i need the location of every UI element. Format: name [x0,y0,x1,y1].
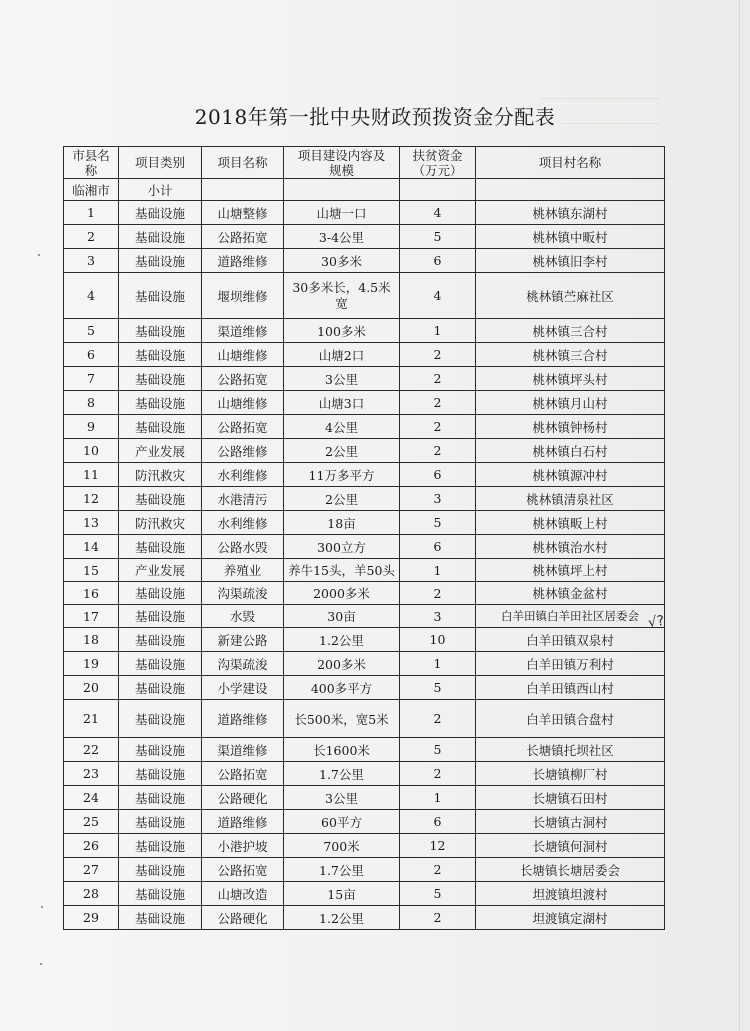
cell-county: 7 [64,367,119,391]
table-row [64,810,665,834]
cell-village: 长塘镇古洞村 [476,810,665,834]
cell-funds: 5 [400,511,476,535]
cell-county: 19 [64,652,119,676]
cell-project-name: 公路拓宽 [202,762,284,786]
cell-funds: 5 [400,738,476,762]
cell-funds: 6 [400,810,476,834]
cell-funds: 2 [400,858,476,882]
table-row [64,535,665,559]
cell-content-scale: 山塘一口 [284,201,400,225]
cell-project-name: 道路维修 [202,700,284,738]
cell-county: 3 [64,249,119,273]
cell-county: 14 [64,535,119,559]
cell-category: 基础设施 [119,201,202,225]
cell-county: 24 [64,786,119,810]
scan-speck [41,906,43,908]
cell-category: 基础设施 [119,628,202,652]
cell-project-name: 水港清污 [202,487,284,511]
cell-county: 25 [64,810,119,834]
cell-funds: 6 [400,249,476,273]
cell-category: 基础设施 [119,882,202,906]
cell-project-name: 水利维修 [202,511,284,535]
table-row [64,463,665,487]
cell-village: 长塘镇何洞村 [476,834,665,858]
cell-funds: 3 [400,487,476,511]
cell-category: 基础设施 [119,676,202,700]
cell-village: 长塘镇柳厂村 [476,762,665,786]
cell-category: 基础设施 [119,810,202,834]
cell-village: 长塘镇长塘居委会 [476,858,665,882]
cell-content-scale: 60平方 [284,810,400,834]
cell-county: 20 [64,676,119,700]
cell-category: 防汛救灾 [119,511,202,535]
cell-county: 16 [64,582,119,605]
header-text: 项目建设内容及 [297,147,386,163]
cell-funds: 6 [400,535,476,559]
cell-project-name: 沟渠疏浚 [202,582,284,605]
table-row [64,858,665,882]
cell-funds: 2 [400,762,476,786]
table-row [64,582,665,605]
cell-village: 桃林镇月山村 [476,391,665,415]
cell-content-scale: 11万多平方 [284,463,400,487]
cell-county: 12 [64,487,119,511]
header-text: 项目名称 [217,155,268,170]
cell-county: 21 [64,700,119,738]
table-row [64,628,665,652]
cell-funds: 2 [400,582,476,605]
cell-village: 桃林镇金盆村 [476,582,665,605]
cell-content-scale: 3-4公里 [284,225,400,249]
header-text: （万元） [412,162,463,178]
cell-project-name: 堰坝维修 [202,273,284,319]
cell-category: 基础设施 [119,786,202,810]
cell-funds: 2 [400,415,476,439]
header-text: 市县名 [72,147,110,163]
cell-funds: 1 [400,652,476,676]
cell-content-scale: 4公里 [284,415,400,439]
cell-village: 桃林镇源冲村 [476,463,665,487]
cell-village: 桃林镇钟杨村 [476,415,665,439]
cell-content-scale: 30多米 [284,249,400,273]
cell-project-name: 道路维修 [202,249,284,273]
cell-category: 基础设施 [119,367,202,391]
page-edge [739,0,740,1031]
header-content-scale [284,147,400,179]
cell-funds: 1 [400,559,476,582]
cell-category: 基础设施 [119,343,202,367]
cell-funds: 2 [400,391,476,415]
cell-category: 产业发展 [119,439,202,463]
cell-content-scale: 1.7公里 [284,858,400,882]
cell-content-scale: 山塘3口 [284,391,400,415]
cell-category: 基础设施 [119,700,202,738]
cell-funds: 2 [400,343,476,367]
table-row [64,319,665,343]
cell-category: 基础设施 [119,762,202,786]
subtotal-category: 小计 [119,179,202,201]
cell-content-scale: 30亩 [284,605,400,628]
cell-project-name: 新建公路 [202,628,284,652]
cell-village: 桃林镇治水村 [476,535,665,559]
cell-village: 桃林镇苎麻社区 [476,273,665,319]
cell-funds: 5 [400,225,476,249]
cell-category: 基础设施 [119,487,202,511]
cell-content-scale: 700米 [284,834,400,858]
cell-project-name: 公路水毁 [202,535,284,559]
cell-project-name: 山塘整修 [202,201,284,225]
cell-project-name: 小港护坡 [202,834,284,858]
header-category [119,147,202,179]
cell-county: 5 [64,319,119,343]
table-row [64,249,665,273]
cell-village: 桃林镇中畈村 [476,225,665,249]
cell-content-scale: 3公里 [284,786,400,810]
cell-county: 22 [64,738,119,762]
header-county [64,147,119,179]
cell-content-scale: 长500米，宽5米 [284,700,400,738]
cell-content-scale: 30多米长，4.5米 宽 [284,273,400,319]
cell-content-scale: 养牛15头，羊50头 [284,559,400,582]
cell-funds: 2 [400,367,476,391]
cell-category: 防汛救灾 [119,463,202,487]
subtotal-row [64,179,665,201]
cell-village: 白羊田镇合盘村 [476,700,665,738]
cell-funds: 2 [400,700,476,738]
cell-village: 白羊田镇白羊田社区居委会 [476,605,665,628]
cell-project-name: 公路拓宽 [202,225,284,249]
cell-village: 桃林镇清泉社区 [476,487,665,511]
cell-project-name: 公路拓宽 [202,415,284,439]
header-text: 项目类别 [134,155,185,170]
cell-county: 17 [64,605,119,628]
allocation-table [63,146,665,930]
cell-project-name: 沟渠疏浚 [202,652,284,676]
cell-category: 产业发展 [119,559,202,582]
cell-funds: 6 [400,463,476,487]
cell-content-scale: 300立方 [284,535,400,559]
table-row [64,367,665,391]
subtotal-funds [400,179,476,201]
cell-village: 桃林镇坪头村 [476,367,665,391]
cell-category: 基础设施 [119,652,202,676]
cell-content-scale: 长1600米 [284,738,400,762]
cell-content-scale: 2公里 [284,439,400,463]
cell-content-scale: 400多平方 [284,676,400,700]
cell-project-name: 公路硬化 [202,906,284,930]
cell-project-name: 渠道维修 [202,319,284,343]
table-row [64,343,665,367]
table-row [64,652,665,676]
table-row [64,605,665,628]
cell-project-name: 渠道维修 [202,738,284,762]
subtotal-content-scale [284,179,400,201]
cell-project-name: 山塘维修 [202,343,284,367]
scan-speck [40,963,42,965]
cell-county: 18 [64,628,119,652]
table-row [64,738,665,762]
table-row [64,415,665,439]
cell-category: 基础设施 [119,391,202,415]
cell-category: 基础设施 [119,738,202,762]
subtotal-county: 临湘市 [64,179,119,201]
header-project-name [202,147,284,179]
cell-content-scale: 15亩 [284,882,400,906]
cell-village: 白羊田镇西山村 [476,676,665,700]
table-row [64,201,665,225]
cell-category: 基础设施 [119,906,202,930]
table-row [64,391,665,415]
cell-village: 桃林镇三合村 [476,343,665,367]
cell-project-name: 水利维修 [202,463,284,487]
cell-category: 基础设施 [119,858,202,882]
header-text: 称 [84,162,98,178]
cell-project-name: 小学建设 [202,676,284,700]
cell-funds: 4 [400,201,476,225]
cell-category: 基础设施 [119,605,202,628]
handwritten-check-mark: √? [646,612,666,632]
cell-village: 坦渡镇坦渡村 [476,882,665,906]
cell-county: 1 [64,201,119,225]
cell-project-name: 水毁 [202,605,284,628]
header-funds [400,147,476,179]
table-row [64,700,665,738]
table-row [64,225,665,249]
cell-county: 26 [64,834,119,858]
cell-funds: 2 [400,439,476,463]
cell-content-scale: 3公里 [284,367,400,391]
table-row [64,559,665,582]
cell-village: 桃林镇东湖村 [476,201,665,225]
cell-project-name: 道路维修 [202,810,284,834]
table-row [64,762,665,786]
cell-funds: 5 [400,676,476,700]
cell-funds: 4 [400,273,476,319]
cell-category: 基础设施 [119,225,202,249]
cell-category: 基础设施 [119,535,202,559]
cell-village: 桃林镇畈上村 [476,511,665,535]
cell-content-scale: 2公里 [284,487,400,511]
cell-village: 长塘镇托坝社区 [476,738,665,762]
cell-county: 4 [64,273,119,319]
cell-project-name: 养殖业 [202,559,284,582]
cell-category: 基础设施 [119,582,202,605]
cell-village: 桃林镇三合村 [476,319,665,343]
cell-village: 长塘镇石田村 [476,786,665,810]
cell-category: 基础设施 [119,834,202,858]
table-row [64,511,665,535]
cell-category: 基础设施 [119,249,202,273]
cell-project-name: 公路硬化 [202,786,284,810]
table-row [64,273,665,319]
cell-county: 13 [64,511,119,535]
cell-county: 23 [64,762,119,786]
cell-content-scale: 1.7公里 [284,762,400,786]
cell-content-scale: 1.2公里 [284,628,400,652]
cell-category: 基础设施 [119,415,202,439]
cell-content-scale: 18亩 [284,511,400,535]
page-title: 2018年第一批中央财政预拨资金分配表 [194,105,556,129]
cell-project-name: 山塘改造 [202,882,284,906]
cell-village: 白羊田镇万利村 [476,652,665,676]
subtotal-village [476,179,665,201]
subtotal-project-name [202,179,284,201]
cell-county: 11 [64,463,119,487]
cell-county: 29 [64,906,119,930]
cell-project-name: 山塘维修 [202,391,284,415]
table-row [64,676,665,700]
cell-county: 27 [64,858,119,882]
cell-funds: 5 [400,882,476,906]
cell-category: 基础设施 [119,273,202,319]
header-text: 项目村名称 [538,155,602,170]
cell-project-name: 公路维修 [202,439,284,463]
cell-funds: 12 [400,834,476,858]
cell-village: 桃林镇旧李村 [476,249,665,273]
table-row [64,439,665,463]
cell-village: 桃林镇坪上村 [476,559,665,582]
cell-county: 8 [64,391,119,415]
cell-project-name: 公路拓宽 [202,367,284,391]
table-row [64,882,665,906]
scan-speck [38,254,40,256]
cell-village: 桃林镇白石村 [476,439,665,463]
cell-funds: 1 [400,786,476,810]
header-village [476,147,665,179]
cell-content-scale: 200多米 [284,652,400,676]
cell-county: 10 [64,439,119,463]
header-row [64,147,665,179]
cell-funds: 10 [400,628,476,652]
cell-content-scale: 100多米 [284,319,400,343]
cell-content-scale: 山塘2口 [284,343,400,367]
cell-funds: 3 [400,605,476,628]
cell-funds: 2 [400,906,476,930]
cell-county: 6 [64,343,119,367]
cell-county: 9 [64,415,119,439]
cell-content-scale: 2000多米 [284,582,400,605]
header-text: 规模 [328,162,354,178]
cell-project-name: 公路拓宽 [202,858,284,882]
cell-category: 基础设施 [119,319,202,343]
cell-funds: 1 [400,319,476,343]
table-row [64,786,665,810]
cell-content-scale: 1.2公里 [284,906,400,930]
cell-village: 白羊田镇双泉村 [476,628,665,652]
table-row [64,834,665,858]
cell-county: 2 [64,225,119,249]
cell-village: 坦渡镇定湖村 [476,906,665,930]
cell-county: 15 [64,559,119,582]
table-row [64,906,665,930]
table-row [64,487,665,511]
header-text: 扶贫资金 [412,147,463,163]
cell-county: 28 [64,882,119,906]
